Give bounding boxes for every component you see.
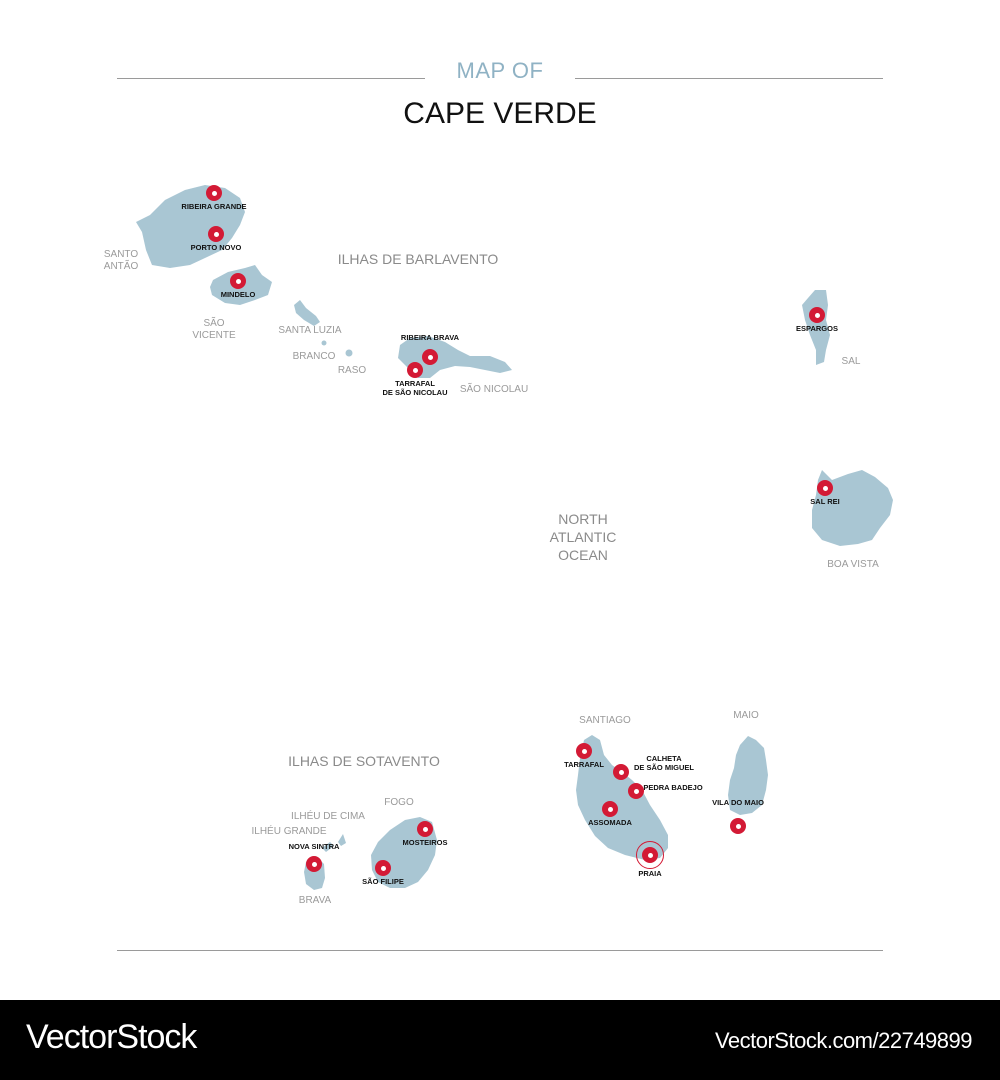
island-label-raso: RASO — [337, 365, 367, 376]
city-marker-icon-espargos — [809, 307, 825, 323]
city-marker-icon-assomada — [602, 801, 618, 817]
city-marker-icon-ribeira-brava — [422, 349, 438, 365]
city-marker-icon-tarrafal — [576, 743, 592, 759]
island-label-boa-vista: BOA VISTA — [827, 559, 879, 570]
city-label-nova-sintra: NOVA SINTRA — [288, 842, 340, 851]
footer-rule — [117, 950, 883, 951]
map-subtitle: MAP OF — [456, 58, 544, 83]
city-label-mindelo: MINDELO — [220, 290, 256, 299]
map-title: CAPE VERDE — [403, 97, 597, 130]
city-marker-icon-calheta-de-sao-miguel — [613, 764, 629, 780]
island-label-santiago: SANTIAGO — [579, 715, 631, 726]
city-label-sal-rei: SAL REI — [810, 497, 840, 506]
island-label-maio: MAIO — [733, 710, 759, 721]
city-label-ribeira-brava: RIBEIRA BRAVA — [400, 333, 460, 342]
city-label-pedra-badejo: PEDRA BADEJO — [643, 783, 703, 792]
brand-logo: VectorStock — [26, 1018, 197, 1056]
city-label-mosteiros: MOSTEIROS — [402, 838, 448, 847]
city-label-praia: PRAIA — [638, 869, 662, 878]
city-label-vila-do-maio: VILA DO MAIO — [712, 798, 764, 807]
island-label-sao-nicolau: SÃO NICOLAU — [459, 384, 529, 395]
island-raso — [346, 350, 353, 357]
island-label-fogo: FOGO — [384, 797, 414, 808]
city-label-tarrafal: TARRAFAL — [564, 760, 604, 769]
island-label-santa-luzia: SANTA LUZIA — [278, 325, 342, 336]
island-label-ilheu-grande: ILHÉU GRANDE — [251, 826, 327, 837]
city-marker-icon-praia — [642, 847, 658, 863]
island-label-sal: SAL — [841, 356, 861, 367]
city-label-espargos: ESPARGOS — [796, 324, 838, 333]
city-marker-icon-mindelo — [230, 273, 246, 289]
city-label-ribeira-grande: RIBEIRA GRANDE — [181, 202, 247, 211]
region-label-sotavento: ILHAS DE SOTAVENTO — [288, 753, 440, 769]
city-label-assomada: ASSOMADA — [588, 818, 632, 827]
city-marker-icon-vila-do-maio — [730, 818, 746, 834]
city-marker-icon-tarrafal-de-sao-nicolau — [407, 362, 423, 378]
watermark-bar — [0, 1000, 1000, 1080]
island-label-branco: BRANCO — [292, 351, 336, 362]
city-marker-icon-sao-filipe — [375, 860, 391, 876]
region-label-ocean: NORTH ATLANTIC OCEAN — [549, 511, 617, 563]
city-marker-icon-pedra-badejo — [628, 783, 644, 799]
city-label-calheta-de-sao-miguel: CALHETA DE SÃO MIGUEL — [633, 754, 695, 772]
island-branco — [322, 341, 327, 346]
island-santa-luzia — [294, 300, 320, 326]
city-marker-icon-porto-novo — [208, 226, 224, 242]
city-marker-icon-nova-sintra — [306, 856, 322, 872]
city-label-porto-novo: PORTO NOVO — [190, 243, 242, 252]
island-label-ilheu-de-cima: ILHÉU DE CIMA — [291, 811, 365, 822]
stock-id: VectorStock.com/22749899 — [714, 1028, 972, 1053]
island-label-sao-vicente: SÃO VICENTE — [192, 318, 236, 341]
city-marker-icon-mosteiros — [417, 821, 433, 837]
island-label-santo-antao: SANTO ANTÃO — [103, 249, 139, 272]
city-marker-icon-sal-rei — [817, 480, 833, 496]
island-santo-antao — [136, 185, 245, 268]
region-label-barlavento: ILHAS DE BARLAVENTO — [337, 251, 499, 267]
city-label-sao-filipe: SÃO FILIPE — [362, 877, 404, 886]
island-label-brava: BRAVA — [298, 895, 332, 906]
city-label-tarrafal-de-sao-nicolau: TARRAFAL DE SÃO NICOLAU — [382, 379, 448, 397]
city-marker-icon-ribeira-grande — [206, 185, 222, 201]
